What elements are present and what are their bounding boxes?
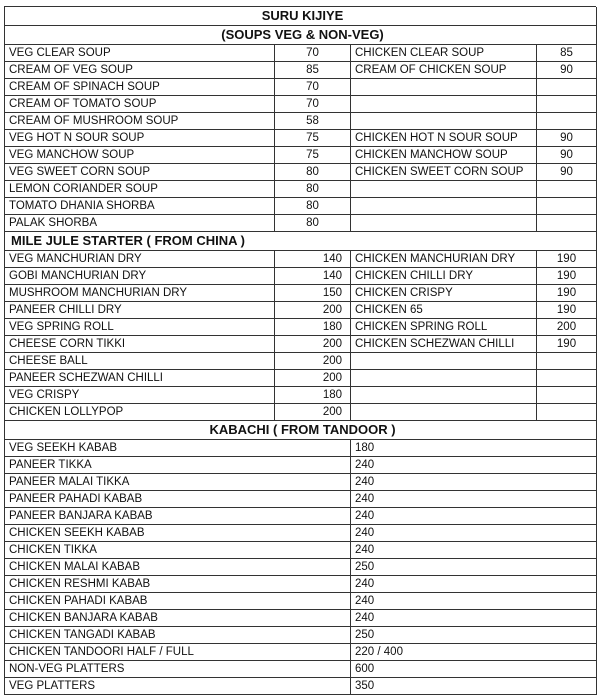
soup-row <box>5 45 597 62</box>
tandoor-item-name: VEG SEEKH KABAB <box>5 440 351 457</box>
tandoor-row <box>5 644 597 661</box>
veg-soup-price: 70 <box>275 96 351 113</box>
tandoor-item-name: PANEER MALAI TIKKA <box>5 474 351 491</box>
tandoor-row <box>5 627 597 644</box>
veg-starter-price: 140 <box>275 268 351 285</box>
veg-starter-name: CHEESE CORN TIKKI <box>5 336 275 353</box>
starter-row <box>5 268 597 285</box>
tandoor-item-name: CHICKEN TIKKA <box>5 542 351 559</box>
veg-starter-name: VEG CRISPY <box>5 387 275 404</box>
tandoor-row <box>5 661 597 678</box>
soup-row <box>5 62 597 79</box>
nonveg-soup-name: CHICKEN MANCHOW SOUP <box>351 147 537 164</box>
nonveg-starter-price <box>537 353 597 370</box>
nonveg-starter-price: 190 <box>537 251 597 268</box>
veg-starter-price: 200 <box>275 370 351 387</box>
nonveg-starter-name <box>351 404 537 421</box>
tandoor-row <box>5 474 597 491</box>
veg-soup-name: VEG MANCHOW SOUP <box>5 147 275 164</box>
nonveg-starter-name: CHICKEN SCHEZWAN CHILLI <box>351 336 537 353</box>
nonveg-starter-name <box>351 387 537 404</box>
veg-starter-name: CHICKEN LOLLYPOP <box>5 404 275 421</box>
soup-row <box>5 96 597 113</box>
tandoor-item-name: PANEER TIKKA <box>5 457 351 474</box>
veg-starter-name: GOBI MANCHURIAN DRY <box>5 268 275 285</box>
tandoor-item-price: 220 / 400 <box>351 644 597 661</box>
nonveg-soup-price <box>537 181 597 198</box>
soup-row <box>5 198 597 215</box>
soups-title-row <box>5 7 597 26</box>
tandoor-item-name: VEG PLATTERS <box>5 678 351 695</box>
tandoor-row <box>5 457 597 474</box>
nonveg-starter-name: CHICKEN MANCHURIAN DRY <box>351 251 537 268</box>
starter-row <box>5 353 597 370</box>
tandoor-item-price: 350 <box>351 678 597 695</box>
nonveg-starter-price: 200 <box>537 319 597 336</box>
soups-subtitle: (SOUPS VEG & NON-VEG) <box>5 26 597 45</box>
nonveg-soup-name <box>351 198 537 215</box>
tandoor-item-name: CHICKEN MALAI KABAB <box>5 559 351 576</box>
tandoor-item-name: CHICKEN PAHADI KABAB <box>5 593 351 610</box>
soup-row <box>5 79 597 96</box>
nonveg-starter-price <box>537 387 597 404</box>
starter-row <box>5 285 597 302</box>
veg-soup-price: 80 <box>275 198 351 215</box>
tandoor-item-name: CHICKEN BANJARA KABAB <box>5 610 351 627</box>
menu-page <box>4 0 596 700</box>
nonveg-soup-price: 90 <box>537 164 597 181</box>
nonveg-soup-name: CHICKEN CLEAR SOUP <box>351 45 537 62</box>
nonveg-soup-price: 90 <box>537 130 597 147</box>
tandoor-row <box>5 576 597 593</box>
tandoor-item-price: 240 <box>351 525 597 542</box>
veg-soup-price: 80 <box>275 164 351 181</box>
tandoor-item-price: 240 <box>351 542 597 559</box>
nonveg-starter-price <box>537 370 597 387</box>
tandoor-item-price: 250 <box>351 627 597 644</box>
veg-starter-price: 200 <box>275 404 351 421</box>
tandoor-item-name: CHICKEN TANGADI KABAB <box>5 627 351 644</box>
tandoor-row <box>5 525 597 542</box>
starter-row <box>5 336 597 353</box>
tandoor-item-name: PANEER PAHADI KABAB <box>5 491 351 508</box>
veg-soup-name: VEG CLEAR SOUP <box>5 45 275 62</box>
veg-soup-price: 85 <box>275 62 351 79</box>
nonveg-soup-price <box>537 96 597 113</box>
nonveg-soup-name <box>351 113 537 130</box>
tandoor-item-price: 240 <box>351 491 597 508</box>
starter-row <box>5 319 597 336</box>
tandoor-row <box>5 508 597 525</box>
veg-soup-name: PALAK SHORBA <box>5 215 275 232</box>
starters-title: MILE JULE STARTER ( FROM CHINA ) <box>5 232 597 251</box>
veg-starter-name: VEG SPRING ROLL <box>5 319 275 336</box>
tandoor-item-name: PANEER BANJARA KABAB <box>5 508 351 525</box>
soup-row <box>5 113 597 130</box>
nonveg-soup-price: 90 <box>537 62 597 79</box>
veg-starter-price: 180 <box>275 387 351 404</box>
veg-starter-price: 180 <box>275 319 351 336</box>
tandoor-title: KABACHI ( FROM TANDOOR ) <box>5 421 597 440</box>
veg-soup-price: 75 <box>275 147 351 164</box>
nonveg-soup-name: CHICKEN SWEET CORN SOUP <box>351 164 537 181</box>
veg-soup-name: CREAM OF MUSHROOM SOUP <box>5 113 275 130</box>
nonveg-soup-name: CREAM OF CHICKEN SOUP <box>351 62 537 79</box>
tandoor-item-price: 180 <box>351 440 597 457</box>
nonveg-soup-name: CHICKEN HOT N SOUR SOUP <box>351 130 537 147</box>
starter-row <box>5 251 597 268</box>
starter-row <box>5 370 597 387</box>
tandoor-title-row <box>5 421 597 440</box>
starter-row <box>5 404 597 421</box>
veg-soup-price: 75 <box>275 130 351 147</box>
nonveg-starter-name: CHICKEN SPRING ROLL <box>351 319 537 336</box>
tandoor-row <box>5 593 597 610</box>
veg-soup-price: 80 <box>275 181 351 198</box>
starters-title-row <box>5 232 597 251</box>
tandoor-item-price: 240 <box>351 610 597 627</box>
nonveg-soup-name <box>351 181 537 198</box>
tandoor-item-price: 240 <box>351 508 597 525</box>
veg-starter-name: MUSHROOM MANCHURIAN DRY <box>5 285 275 302</box>
veg-soup-name: CREAM OF SPINACH SOUP <box>5 79 275 96</box>
tandoor-row <box>5 610 597 627</box>
nonveg-starter-price: 190 <box>537 336 597 353</box>
nonveg-soup-price: 90 <box>537 147 597 164</box>
starter-row <box>5 387 597 404</box>
tandoor-item-price: 240 <box>351 474 597 491</box>
veg-soup-name: VEG SWEET CORN SOUP <box>5 164 275 181</box>
soup-row <box>5 130 597 147</box>
veg-starter-price: 200 <box>275 336 351 353</box>
tandoor-item-price: 240 <box>351 593 597 610</box>
soup-row <box>5 181 597 198</box>
soup-row <box>5 215 597 232</box>
menu-table <box>4 7 597 695</box>
veg-soup-name: CREAM OF VEG SOUP <box>5 62 275 79</box>
nonveg-soup-name <box>351 96 537 113</box>
veg-soup-name: CREAM OF TOMATO SOUP <box>5 96 275 113</box>
veg-starter-name: CHEESE BALL <box>5 353 275 370</box>
nonveg-soup-name <box>351 79 537 96</box>
veg-soup-name: LEMON CORIANDER SOUP <box>5 181 275 198</box>
tandoor-item-price: 250 <box>351 559 597 576</box>
nonveg-starter-name: CHICKEN CRISPY <box>351 285 537 302</box>
veg-soup-price: 70 <box>275 79 351 96</box>
tandoor-row <box>5 542 597 559</box>
top-border <box>4 0 596 7</box>
menu-body <box>5 7 597 695</box>
nonveg-soup-price <box>537 113 597 130</box>
nonveg-starter-name: CHICKEN 65 <box>351 302 537 319</box>
veg-soup-name: TOMATO DHANIA SHORBA <box>5 198 275 215</box>
soup-row <box>5 147 597 164</box>
veg-starter-price: 150 <box>275 285 351 302</box>
nonveg-soup-name <box>351 215 537 232</box>
nonveg-starter-name: CHICKEN CHILLI DRY <box>351 268 537 285</box>
nonveg-starter-name <box>351 353 537 370</box>
nonveg-soup-price <box>537 79 597 96</box>
veg-starter-name: PANEER SCHEZWAN CHILLI <box>5 370 275 387</box>
soup-row <box>5 164 597 181</box>
soups-title: SURU KIJIYE <box>5 7 597 26</box>
tandoor-item-price: 600 <box>351 661 597 678</box>
nonveg-soup-price <box>537 215 597 232</box>
soups-subtitle-row <box>5 26 597 45</box>
nonveg-starter-price: 190 <box>537 302 597 319</box>
nonveg-soup-price: 85 <box>537 45 597 62</box>
veg-soup-price: 70 <box>275 45 351 62</box>
veg-starter-price: 200 <box>275 353 351 370</box>
tandoor-row <box>5 678 597 695</box>
veg-soup-price: 80 <box>275 215 351 232</box>
veg-starter-price: 140 <box>275 251 351 268</box>
nonveg-starter-name <box>351 370 537 387</box>
tandoor-item-price: 240 <box>351 576 597 593</box>
tandoor-item-name: CHICKEN TANDOORI HALF / FULL <box>5 644 351 661</box>
tandoor-item-name: CHICKEN SEEKH KABAB <box>5 525 351 542</box>
nonveg-starter-price <box>537 404 597 421</box>
veg-starter-name: PANEER CHILLI DRY <box>5 302 275 319</box>
veg-starter-price: 200 <box>275 302 351 319</box>
veg-soup-name: VEG HOT N SOUR SOUP <box>5 130 275 147</box>
veg-starter-name: VEG MANCHURIAN DRY <box>5 251 275 268</box>
tandoor-item-name: NON-VEG PLATTERS <box>5 661 351 678</box>
tandoor-item-price: 240 <box>351 457 597 474</box>
tandoor-item-name: CHICKEN RESHMI KABAB <box>5 576 351 593</box>
tandoor-row <box>5 559 597 576</box>
veg-soup-price: 58 <box>275 113 351 130</box>
tandoor-row <box>5 440 597 457</box>
tandoor-row <box>5 491 597 508</box>
nonveg-starter-price: 190 <box>537 285 597 302</box>
nonveg-starter-price: 190 <box>537 268 597 285</box>
nonveg-soup-price <box>537 198 597 215</box>
starter-row <box>5 302 597 319</box>
